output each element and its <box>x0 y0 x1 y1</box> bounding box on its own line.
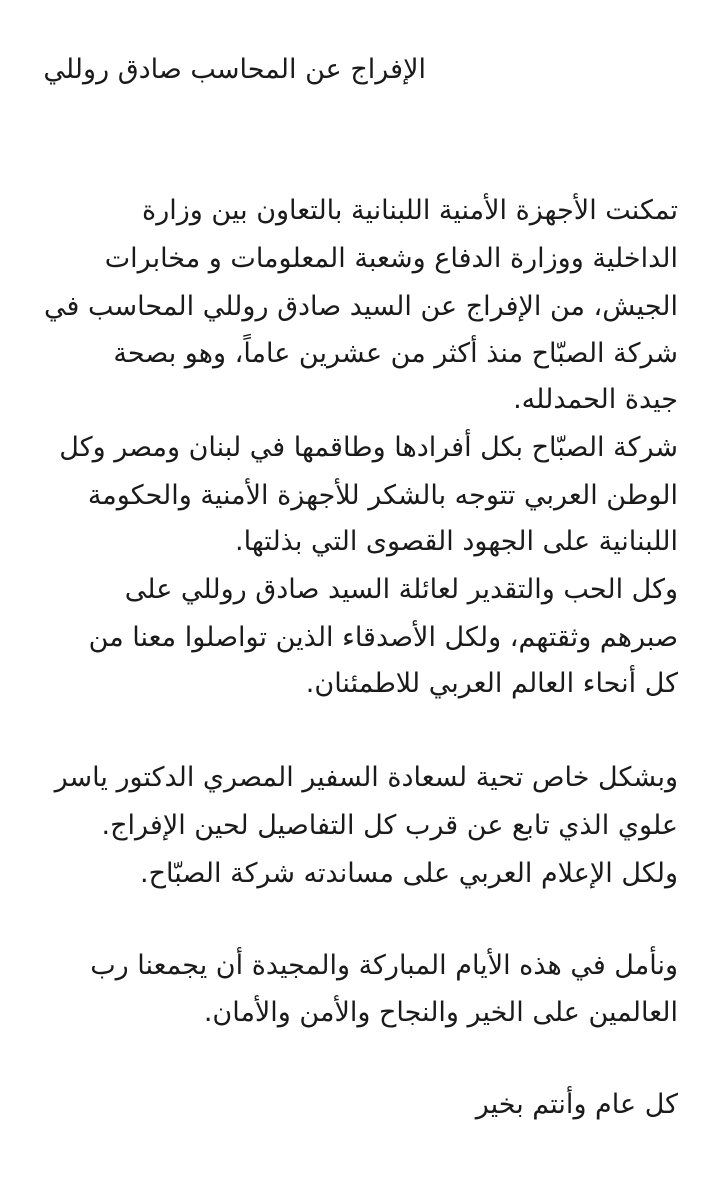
paragraph-line: شركة الصبّاح بكل أفرادها وطاقمها في لبنان ومصر وكل <box>59 432 678 463</box>
paragraph-line: شركة الصبّاح منذ أكثر من عشرين عاماً، وهو بصحة <box>113 338 678 369</box>
closing-greeting: كل عام وأنتم بخير <box>475 1089 678 1120</box>
paragraph-line: كل أنحاء العالم العربي للاطمئنان. <box>305 668 678 699</box>
paragraph-line: اللبنانية على الجهود القصوى التي بذلتها. <box>235 526 678 557</box>
paragraph-line: جيدة الحمدلله. <box>513 384 678 415</box>
paragraph-line: تمكنت الأجهزة الأمنية اللبنانية بالتعاون بين وزارة <box>142 195 678 226</box>
paragraph-line: ونأمل في هذه الأيام المباركة والمجيدة أن يجمعنا رب <box>90 950 678 981</box>
paragraph-line: علوي الذي تابع عن قرب كل التفاصيل لحين الإفراج. <box>101 810 678 841</box>
paragraph-line: ولكل الإعلام العربي على مساندته شركة الصبّاح. <box>139 858 678 889</box>
paragraph-line: وبشكل خاص تحية لسعادة السفير المصري الدكتور ياسر <box>54 762 678 793</box>
paragraph-line: الداخلية ووزارة الدفاع وشعبة المعلومات و مخابرات <box>104 243 678 274</box>
paragraph-line: الوطن العربي تتوجه بالشكر للأجهزة الأمنية والحكومة <box>87 480 678 511</box>
paragraph-line: وكل الحب والتقدير لعائلة السيد صادق روللي على <box>124 574 678 605</box>
paragraph-line: العالمين على الخير والنجاح والأمن والأمان. <box>203 997 678 1028</box>
paragraph-line: الجيش، من الإفراج عن السيد صادق روللي المحاسب في <box>44 291 678 322</box>
paragraph-line: صبرهم وثقتهم، ولكل الأصدقاء الذين تواصلوا معنا من <box>88 622 678 653</box>
document-title: الإفراج عن المحاسب صادق روللي <box>43 54 426 85</box>
